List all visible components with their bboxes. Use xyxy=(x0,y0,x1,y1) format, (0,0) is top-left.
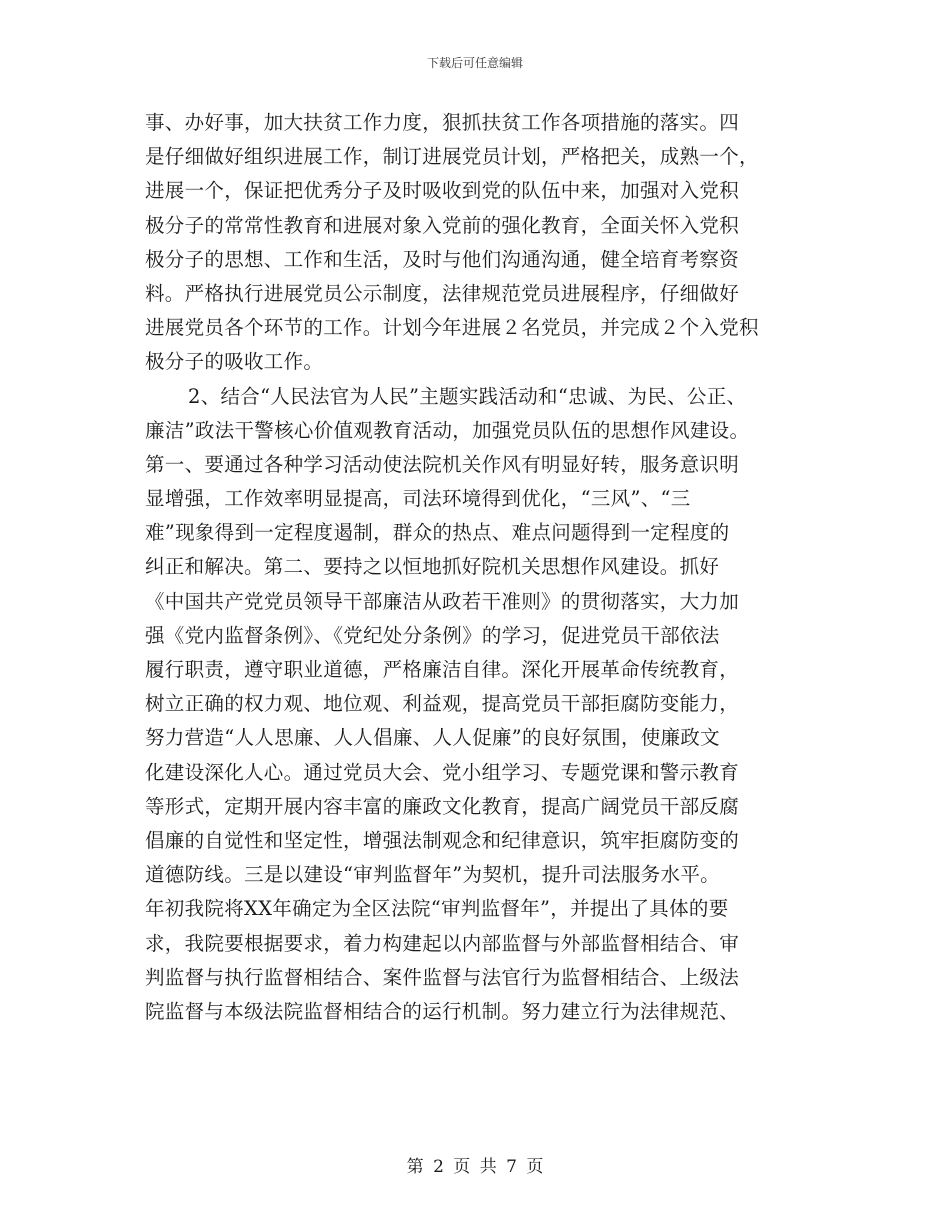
text-line: 履行职责，遵守职业道德，严格廉洁自律。深化开展革命传统教育， xyxy=(145,658,740,681)
text-line: 料。严格执行进展党员公示制度，法律规范党员进展程序，仔细做好 xyxy=(145,281,740,305)
text-line: 是仔细做好组织进展工作，制订进展党员计划，严格把关，成熟一个， xyxy=(145,145,759,169)
document-body xyxy=(145,106,835,1029)
text-line: 化建设深化人心。通过党员大会、党小组学习、专题党课和警示教育 xyxy=(145,760,740,784)
text-line: 求，我院要根据要求，着力构建起以内部监督与外部监督相结合、审 xyxy=(145,931,740,955)
text-line: 廉洁”政法干警核心价值观教育活动，加强党员队伍的思想作风建设。 xyxy=(145,418,750,442)
text-line: 判监督与执行监督相结合、案件监督与法官行为监督相结合、上级法 xyxy=(145,965,740,989)
page-number-footer: 第 2 页 共 7 页 xyxy=(406,1157,544,1177)
text-line: 事、办好事，加大扶贫工作力度，狠抓扶贫工作各项措施的落实。四 xyxy=(145,111,740,134)
text-line: 极分子的吸收工作。 xyxy=(145,350,324,374)
text-line: 显增强，工作效率明显提高，司法环境得到优化，“三风”、“三 xyxy=(145,487,691,511)
text-line: 道德防线。三是以建设“审判监督年”为契机，提升司法服务水平。 xyxy=(145,863,720,887)
text-line: 强《党内监督条例》、《党纪处分条例》的学习，促进党员干部依法 xyxy=(145,623,720,647)
text-line: 倡廉的自觉性和坚定性，增强法制观念和纪律意识，筑牢拒腐防变的 xyxy=(145,828,740,852)
text-line: 极分子的常常性教育和进展对象入党前的强化教育，全面关怀入党积 xyxy=(145,213,740,237)
text-line: 第一、要通过各种学习活动使法院机关作风有明显好转，服务意识明 xyxy=(145,452,740,476)
text-line: 进展一个，保证把优秀分子及时吸收到党的队伍中来，加强对入党积 xyxy=(145,179,740,203)
text-line: 《中国共产党党员领导干部廉洁从政若干准则》的贯彻落实，大力加 xyxy=(145,589,740,613)
text-line: 等形式，定期开展内容丰富的廉政文化教育，提高广阔党员干部反腐 xyxy=(145,794,740,818)
text-line: 极分子的思想、工作和生活，及时与他们沟通沟通，健全培育考察资 xyxy=(145,247,740,271)
text-line: 难”现象得到一定程度遏制，群众的热点、难点问题得到一定程度的 xyxy=(145,521,730,545)
text-line: 年初我院将XX年确定为全区法院“审判监督年”，并提出了具体的要 xyxy=(145,897,729,921)
page-header-note: 下载后可任意编辑 xyxy=(426,56,523,70)
text-line: 树立正确的权力观、地位观、利益观，提高党员干部拒腐防变能力， xyxy=(145,692,740,716)
text-line: 2、结合“人民法官为人民”主题实践活动和“忠诚、为民、公正、 xyxy=(188,384,747,408)
text-line: 纠正和解决。第二、要持之以恒地抓好院机关思想作风建设。抓好 xyxy=(145,555,720,579)
text-line: 院监督与本级法院监督相结合的运行机制。努力建立行为法律规范、 xyxy=(145,999,740,1023)
text-line: 努力营造“人人思廉、人人倡廉、人人促廉”的良好氛围，使廉政文 xyxy=(145,726,720,750)
text-line: 进展党员各个环节的工作。计划今年进展２名党员，并完成２个入党积 xyxy=(145,316,759,340)
